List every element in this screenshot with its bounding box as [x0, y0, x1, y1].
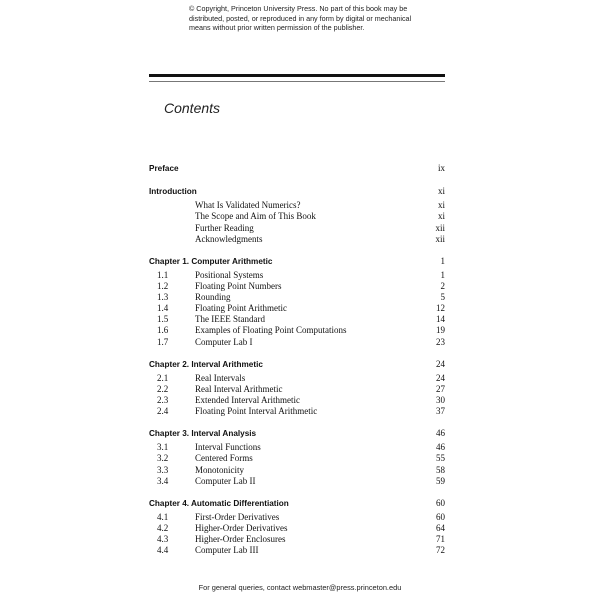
toc-entry-number: 3.2	[157, 453, 169, 464]
toc-entry	[149, 211, 445, 222]
toc-preface	[149, 163, 445, 174]
toc-heading-title: Chapter 3. Interval Analysis	[149, 429, 257, 439]
toc-entry-title: Computer Lab III	[195, 545, 259, 556]
toc-entry-number: 2.3	[157, 394, 169, 405]
toc-entry-title: Floating Point Numbers	[195, 281, 282, 292]
toc-entry-page: 27	[436, 383, 445, 394]
toc-entry-title: Real Intervals	[195, 372, 246, 383]
toc-entry	[149, 314, 445, 325]
toc-entry	[149, 523, 445, 534]
toc-entry-title: Rounding	[195, 292, 231, 303]
toc-entry	[149, 476, 445, 487]
toc-entry	[149, 234, 445, 245]
table-of-contents	[149, 163, 445, 556]
toc-entry-number: 2.1	[157, 372, 169, 383]
toc-entry-page: 58	[436, 464, 445, 475]
toc-entry-number: 1.7	[157, 336, 169, 347]
toc-entry-title: The IEEE Standard	[195, 314, 265, 325]
toc-entry-number: 4.4	[157, 545, 169, 556]
toc-entry	[149, 325, 445, 336]
toc-entry-number: 2.2	[157, 383, 169, 394]
toc-entry	[149, 292, 445, 303]
toc-entry-page: xi	[437, 211, 445, 222]
toc-entry-number: 1.2	[157, 281, 169, 292]
toc-entry	[149, 453, 445, 464]
toc-heading-page: ix	[437, 163, 445, 173]
toc-entry-title: Acknowledgments	[195, 233, 263, 244]
toc-entry-number: 3.3	[157, 464, 169, 475]
toc-entry	[149, 337, 445, 348]
toc-heading-title: Chapter 1. Computer Arithmetic	[149, 256, 273, 266]
toc-entry	[149, 406, 445, 417]
toc-heading-title: Chapter 4. Automatic Differentiation	[149, 498, 289, 508]
toc-entry-title: Real Interval Arithmetic	[195, 383, 283, 394]
toc-entry-page: 30	[436, 394, 445, 405]
toc-entry	[149, 545, 445, 556]
toc-entry-page: 60	[436, 511, 445, 522]
toc-entry-title: Higher-Order Derivatives	[195, 523, 288, 533]
copyright-notice: © Copyright, Princeton University Press. No part of this book may be distributed, posted, or reproduced in any form by digital or mechanical means without prior written permission of the publisher.	[189, 4, 412, 33]
toc-entry-title: What Is Validated Numerics?	[195, 200, 301, 211]
toc-entry-title: The Scope and Aim of This Book	[195, 211, 316, 222]
toc-chapter-2	[149, 359, 445, 418]
toc-entry-page: 24	[436, 372, 445, 383]
toc-entry-title: Centered Forms	[195, 453, 253, 464]
toc-entry-page: 1	[440, 269, 445, 280]
toc-chapter-4	[149, 498, 445, 557]
toc-entry-number: 1.5	[157, 314, 169, 325]
toc-entry-page: 72	[436, 545, 445, 556]
toc-entry-number: 1.3	[157, 292, 169, 303]
toc-entry	[149, 223, 445, 234]
toc-heading-page: 60	[436, 497, 445, 508]
toc-chapter-3	[149, 428, 445, 487]
toc-entry	[149, 281, 445, 292]
page-title: Contents	[164, 100, 221, 116]
toc-entry-title: Positional Systems	[195, 269, 264, 280]
toc-entry	[149, 303, 445, 314]
toc-heading	[149, 428, 445, 439]
toc-entry-number: 1.1	[157, 269, 169, 280]
toc-entry-title: Floating Point Interval Arithmetic	[195, 406, 318, 417]
toc-entry-page: 12	[436, 303, 445, 314]
toc-entry-title: Extended Interval Arithmetic	[195, 394, 300, 405]
toc-entry-page: xii	[435, 233, 445, 244]
toc-entry-title: Monotonicity	[195, 464, 244, 475]
toc-entry-page: xi	[437, 200, 445, 211]
toc-entry-number: 2.4	[157, 406, 169, 417]
toc-entry	[149, 465, 445, 476]
toc-entry	[149, 534, 445, 545]
toc-entry	[149, 200, 445, 211]
toc-entry-page: 59	[436, 475, 445, 486]
toc-heading-title: Chapter 2. Interval Arithmetic	[149, 359, 263, 369]
toc-entry-number: 4.3	[157, 534, 169, 545]
toc-entry-number: 1.4	[157, 303, 169, 314]
toc-entry-title: Further Reading	[195, 222, 254, 233]
toc-entry	[149, 270, 445, 281]
toc-entry-title: Examples of Floating Point Computations	[195, 325, 347, 336]
toc-heading	[149, 186, 445, 197]
toc-entry	[149, 373, 445, 384]
toc-entry-title: Higher-Order Enclosures	[195, 534, 286, 545]
toc-heading	[149, 256, 445, 267]
toc-entry-page: 71	[436, 534, 445, 545]
toc-introduction	[149, 186, 445, 245]
toc-entry-page: 55	[436, 453, 445, 464]
toc-entry-page: 5	[440, 292, 445, 303]
toc-heading-page: xi	[437, 186, 445, 197]
footer-contact: For general queries, contact webmaster@press.princeton.edu	[198, 583, 402, 592]
toc-heading-title: Introduction	[149, 187, 197, 197]
toc-entry-number: 1.6	[157, 325, 169, 336]
toc-heading	[149, 359, 445, 370]
toc-entry-number: 3.1	[157, 442, 169, 453]
toc-entry-page: 19	[436, 325, 445, 336]
toc-entry-title: First-Order Derivatives	[195, 511, 280, 522]
toc-heading-page: 46	[436, 428, 445, 439]
toc-heading	[149, 163, 445, 174]
toc-entry	[149, 384, 445, 395]
toc-heading-page: 1	[440, 255, 445, 266]
toc-entry-page: 37	[436, 406, 445, 417]
toc-heading	[149, 498, 445, 509]
toc-entry-page: 14	[436, 314, 445, 325]
toc-entry-page: 64	[436, 523, 445, 533]
toc-entry-title: Interval Functions	[195, 442, 261, 453]
toc-entry	[149, 442, 445, 453]
header-rule-thin	[149, 81, 445, 82]
toc-entry-page: xii	[435, 222, 445, 233]
toc-entry	[149, 395, 445, 406]
toc-entry-number: 3.4	[157, 475, 169, 486]
toc-entry-page: 46	[436, 442, 445, 453]
toc-entry	[149, 512, 445, 523]
toc-entry-title: Computer Lab II	[195, 475, 256, 486]
toc-entry-number: 4.2	[157, 523, 169, 533]
toc-heading-title: Preface	[149, 164, 179, 173]
toc-entry-title: Computer Lab I	[195, 336, 253, 347]
toc-entry-number: 4.1	[157, 511, 169, 522]
toc-entry-page: 23	[436, 336, 445, 347]
toc-chapter-1	[149, 256, 445, 348]
header-rule-thick	[149, 74, 445, 77]
toc-entry-page: 2	[440, 281, 445, 292]
toc-entry-title: Floating Point Arithmetic	[195, 303, 287, 314]
toc-heading-page: 24	[436, 358, 445, 369]
